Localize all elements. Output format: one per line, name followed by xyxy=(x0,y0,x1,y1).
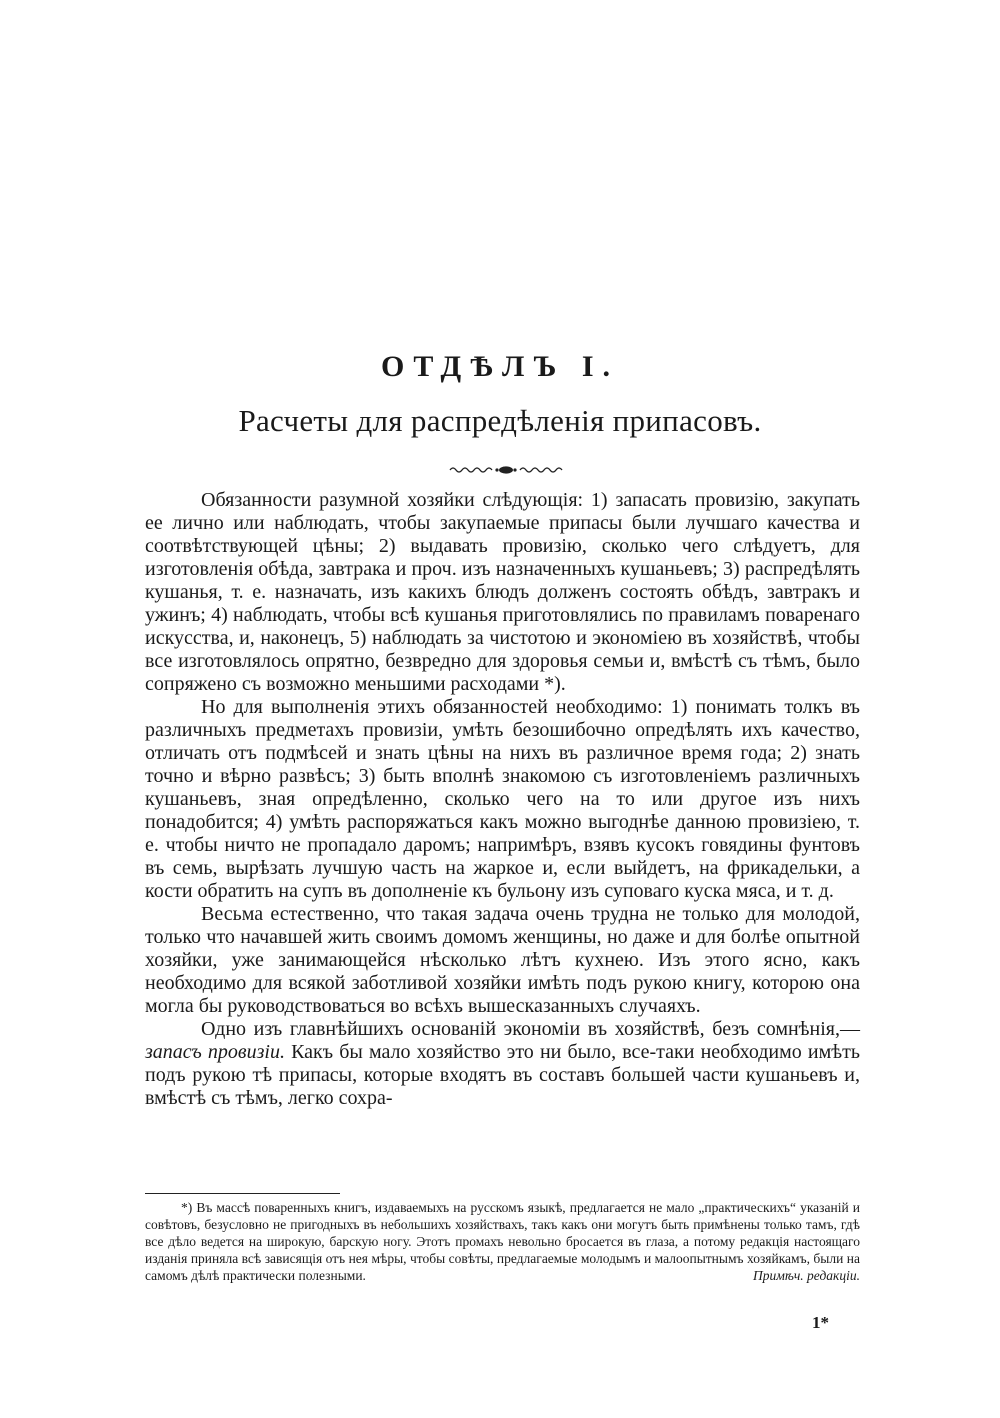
footnote xyxy=(145,1199,860,1284)
page-number: 1* xyxy=(812,1313,829,1332)
ornament-icon xyxy=(448,463,564,477)
paragraph-2: Но для выполненія этихъ обязанностей необходимо: 1) понимать толкъ въ различныхъ предметахъ провизіи, умѣть безошибочно опредѣлять ихъ качество, отличать отъ подмѣсей и знать цѣны на нихъ въ различное время года; 2) знать точно и вѣрно развѣсъ; 3) быть вполнѣ знакомою съ изготовленіемъ различныхъ кушаньевъ, зная опредѣленно, сколько чего на то или другое изъ нихъ понадобится; 4) умѣть распоряжаться какъ можно выгоднѣе данною провизіею, т. е. чтобы ничто не пропадало даромъ; напримѣръ, взявъ кусокъ говядины фунтовъ въ семь, вырѣзать лучшую часть на жаркое и, если выйдетъ, на фрикадельки, а кости обратить на супъ въ дополненіе къ бульону изъ суповаго куска мяса, и т. д. xyxy=(145,696,860,902)
footnote-divider xyxy=(145,1193,340,1194)
paragraph-4-end: Какъ бы мало хозяйство это ни было, все-таки необходимо имѣть подъ рукою тѣ припасы, которые входятъ въ составъ большей части кушаньевъ и, вмѣстѣ съ тѣмъ, легко сохра- xyxy=(145,1041,860,1109)
footnote-text: *) Въ массѣ поваренныхъ книгъ, издаваемыхъ на русскомъ языкѣ, предлагается не мало „практическихъ“ указаній и совѣтовъ, безусловно не пригодныхъ въ небольшихъ хозяйствахъ, такъ какъ они могутъ быть примѣнены только тамъ, гдѣ все дѣло ведется на широкую, барскую ногу. Этотъ промахъ невольно бросается въ глаза, а потому редакція настоящаго изданія приняла всѣ зависящія отъ нея мѣры, чтобы совѣты, предлагаемые молодымъ и малоопытнымъ хозяйкамъ, были на самомъ дѣлѣ практически полезными. xyxy=(145,1200,860,1283)
paragraph-4-start: Одно изъ главнѣйшихъ основаній экономіи въ хозяйствѣ, безъ сомнѣнія,— xyxy=(201,1018,860,1040)
section-title: Расчеты для распредѣленія припасовъ. xyxy=(238,403,762,438)
paragraph-4 xyxy=(145,1018,860,1110)
paragraph-1: Обязанности разумной хозяйки слѣдующія: 1) запасать провизію, закупать ее лично или наблюдать, чтобы закупаемые припасы были лучшаго качества и соотвѣтствующей цѣны; 2) выдавать провизію, сколько чего слѣдуетъ, для изготовленія обѣда, завтрака и проч. изъ назначенныхъ кушаньевъ; 3) распредѣлять кушанья, т. е. назначать, изъ какихъ блюдъ долженъ состоять обѣдъ, завтракъ и ужинъ; 4) наблюдать, чтобы всѣ кушанья приготовлялись по правиламъ поваренаго искусства, и, наконецъ, 5) наблюдать за чистотою и экономіею въ хозяйствѣ, чтобы все изготовлялось опрятно, безвредно для здоровья семьи и, вмѣстѣ съ тѣмъ, было сопряжено съ возможно меньшими расходами *). xyxy=(145,489,860,695)
section-heading: ОТДѢЛЪ I. xyxy=(381,350,619,383)
footnote-credit: Примѣч. редакціи. xyxy=(753,1268,860,1283)
paragraph-3: Весьма естественно, что такая задача очень трудна не только для молодой, только что начавшей жить своимъ домомъ женщины, но даже и для болѣе опытной хозяйки, уже занимающейся нѣсколько лѣтъ кухнею. Изъ этого ясно, какъ необходимо для всякой заботливой хозяйки имѣть подъ рукою книгу, которою она могла бы руководствоваться во всѣхъ вышесказанныхъ случаяхъ. xyxy=(145,903,860,1017)
body-text xyxy=(145,489,860,1110)
emphasized-phrase: запасъ провизіи. xyxy=(145,1041,285,1063)
footnote-body xyxy=(145,1199,860,1284)
